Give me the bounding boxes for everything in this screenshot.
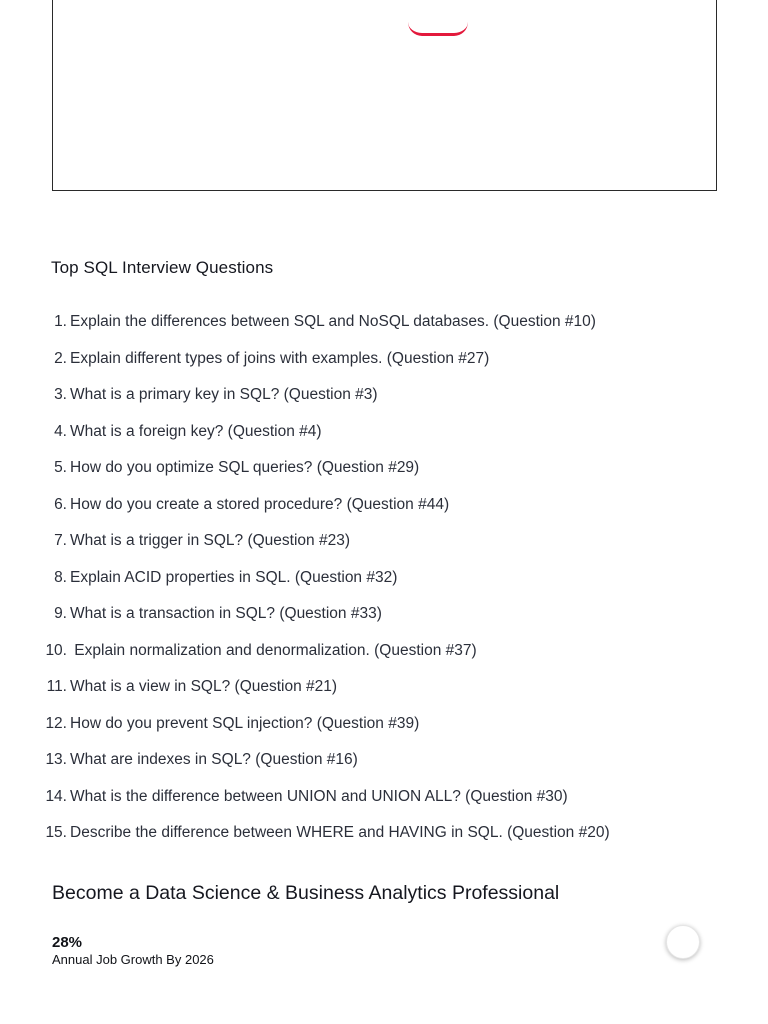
list-item-text: What is a primary key in SQL? (Question #3) [70,386,378,403]
play-button-accent[interactable] [408,22,468,36]
list-item-number: 4. [54,422,67,440]
list-item [0,749,768,786]
list-item-text: What is the difference between UNION and UNION ALL? (Question #30) [70,787,568,805]
list-item [0,786,768,823]
list-item-text: What is a trigger in SQL? (Question #23) [70,532,350,549]
list-item [0,567,768,604]
question-list [0,311,768,859]
list-item-text: Explain different types of joins with examples. (Question #27) [70,349,490,367]
list-item-number: 1. [54,313,67,330]
list-item [0,676,768,713]
list-item-text: How do you prevent SQL injection? (Question #39) [70,714,420,732]
list-item-number: 12. [45,714,67,732]
list-item [0,311,768,348]
list-item-text: How do you optimize SQL queries? (Question #29) [70,459,420,476]
list-item [0,822,768,859]
list-item-text: Explain the differences between SQL and NoSQL databases. (Question #10) [70,313,596,330]
list-item-text: What is a foreign key? (Question #4) [70,422,322,440]
promo-title: Become a Data Science & Business Analytics Professional [52,882,560,904]
list-item-number: 15. [45,824,67,841]
list-item-number: 3. [54,386,67,403]
chat-bubble-icon[interactable] [666,925,700,959]
list-item-number: 7. [54,532,67,549]
list-item-text: What is a view in SQL? (Question #21) [70,678,338,695]
list-item [0,421,768,458]
list-item-number: 9. [54,605,67,622]
list-item-number: 11. [46,678,67,695]
section-title: Top SQL Interview Questions [51,258,274,277]
stat-label: Annual Job Growth By 2026 [52,952,214,967]
list-item-number: 6. [54,495,67,513]
list-item-text: What are indexes in SQL? (Question #16) [70,751,358,768]
list-item-number: 2. [54,349,67,367]
list-item [0,640,768,677]
list-item [0,713,768,750]
list-item-number: 14. [45,787,67,805]
list-item-number: 5. [54,459,67,476]
list-item-text: Describe the difference between WHERE and HAVING in SQL. (Question #20) [70,824,610,841]
list-item [0,530,768,567]
list-item [0,457,768,494]
list-item-text: Explain normalization and denormalization. (Question #37) [70,641,477,659]
list-item-number: 13. [45,751,67,768]
list-item-text: What is a transaction in SQL? (Question #33) [70,605,382,622]
list-item [0,494,768,531]
list-item-number: 8. [54,568,67,586]
list-item-text: Explain ACID properties in SQL. (Question #32) [70,568,398,586]
list-item [0,603,768,640]
stat-value: 28% [52,934,83,951]
list-item [0,384,768,421]
list-item-number: 10. [45,641,67,659]
list-item [0,348,768,385]
video-embed-frame[interactable] [52,0,717,191]
list-item-text: How do you create a stored procedure? (Question #44) [70,495,450,513]
